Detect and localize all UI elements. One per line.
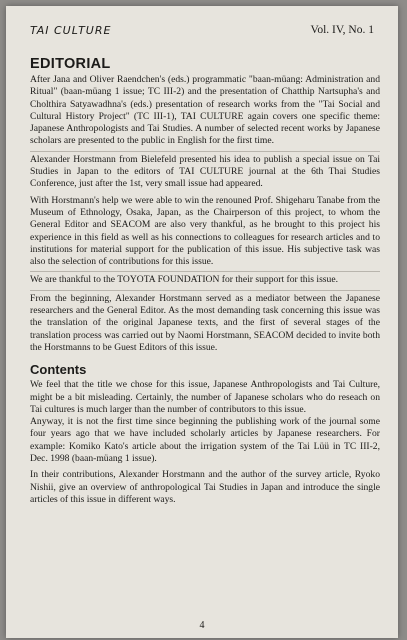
contents-paragraph-1: We feel that the title we chose for this issue, Japanese Anthropologists and Tai Culture, might be a bit misleading. Certainly, the number of Japanese scholars who do reseach on Tai cultures is much larger than the number of contributors to this issue. bbox=[30, 379, 380, 415]
editorial-paragraph-2: Alexander Horstmann from Bielefeld presented his idea to publish a special issue on Tai Studies in Japan to the editors of TAI CULTURE journal at the 6th Thai Studies Conference, just after the 1st, very small issue had appeared. bbox=[30, 153, 380, 190]
volume-number: Vol. IV, No. 1 bbox=[310, 24, 374, 36]
editorial-paragraph-3: With Horstmann's help we were able to win the renouned Prof. Shigeharu Tanabe from the Museum of Ethnology, Osaka, Japan, as the Chairperson of this project, to whom the General Editor and SEACOM are also very thankful, as he brought to this project his experience in this field as well as his connections to colleagues for research articles and to institutions for material support for the publication of this issue. His subjective task was also the selection of contributions for this issue. bbox=[30, 194, 380, 268]
section-divider bbox=[30, 271, 380, 272]
document-page bbox=[6, 6, 398, 638]
contents-paragraph-3: In their contributions, Alexander Horstmann and the author of the survey article, Ryoko Nishii, give an overview of anthropological Tai Studies in Japan and introduce the single articles of this issue in different ways. bbox=[30, 469, 380, 505]
section-divider bbox=[30, 151, 380, 152]
page-content bbox=[30, 56, 380, 506]
contents-paragraph-2: Anyway, it is not the first time since beginning the publishing work of the journal some four years ago that we have included scholarly articles by Japanese researchers. For example: Komiko Kato's article about the irrigation system of the Tai Lüü in TC III-2, Dec. 1998 (baan-müang 1 issue). bbox=[30, 416, 380, 465]
section-divider bbox=[30, 290, 380, 291]
page-header bbox=[30, 24, 374, 42]
editorial-title: EDITORIAL bbox=[30, 56, 111, 72]
editorial-paragraph-4: We are thankful to the TOYOTA FOUNDATION for their support for this issue. bbox=[30, 274, 338, 286]
journal-name: TAI CULTURE bbox=[30, 24, 112, 37]
editorial-paragraph-1: After Jana and Oliver Raendchen's (eds.) programmatic "baan-müang: Administration and Ritual" (baan-müang 1 issue; TC III-2) and the presentation of Chatthip Nartsupha's and Cholthira Satyawadhna's (eds.) presentation of research works from the "Tai Social and Cultural History Project" (TC III-1), TAI CULTURE again covers one specific theme: Japanese Anthropologists and Tai Studies. A number of selected recent works by Japanese scholars are presented to the public in English for the first time. bbox=[30, 74, 380, 147]
editorial-paragraph-5: From the beginning, Alexander Horstmann served as a mediator between the Japanese researchers and the General Editor. As the most demanding task concerning this issue was the translation of the original Japanese texts, and the first of several stages of the translation process was carried out by Naomi Horstmann, SEACOM decided to invite both the Horstmanns to be Guest Editors of this issue. bbox=[30, 292, 380, 353]
contents-title: Contents bbox=[30, 362, 87, 378]
page-number: 4 bbox=[199, 620, 205, 631]
